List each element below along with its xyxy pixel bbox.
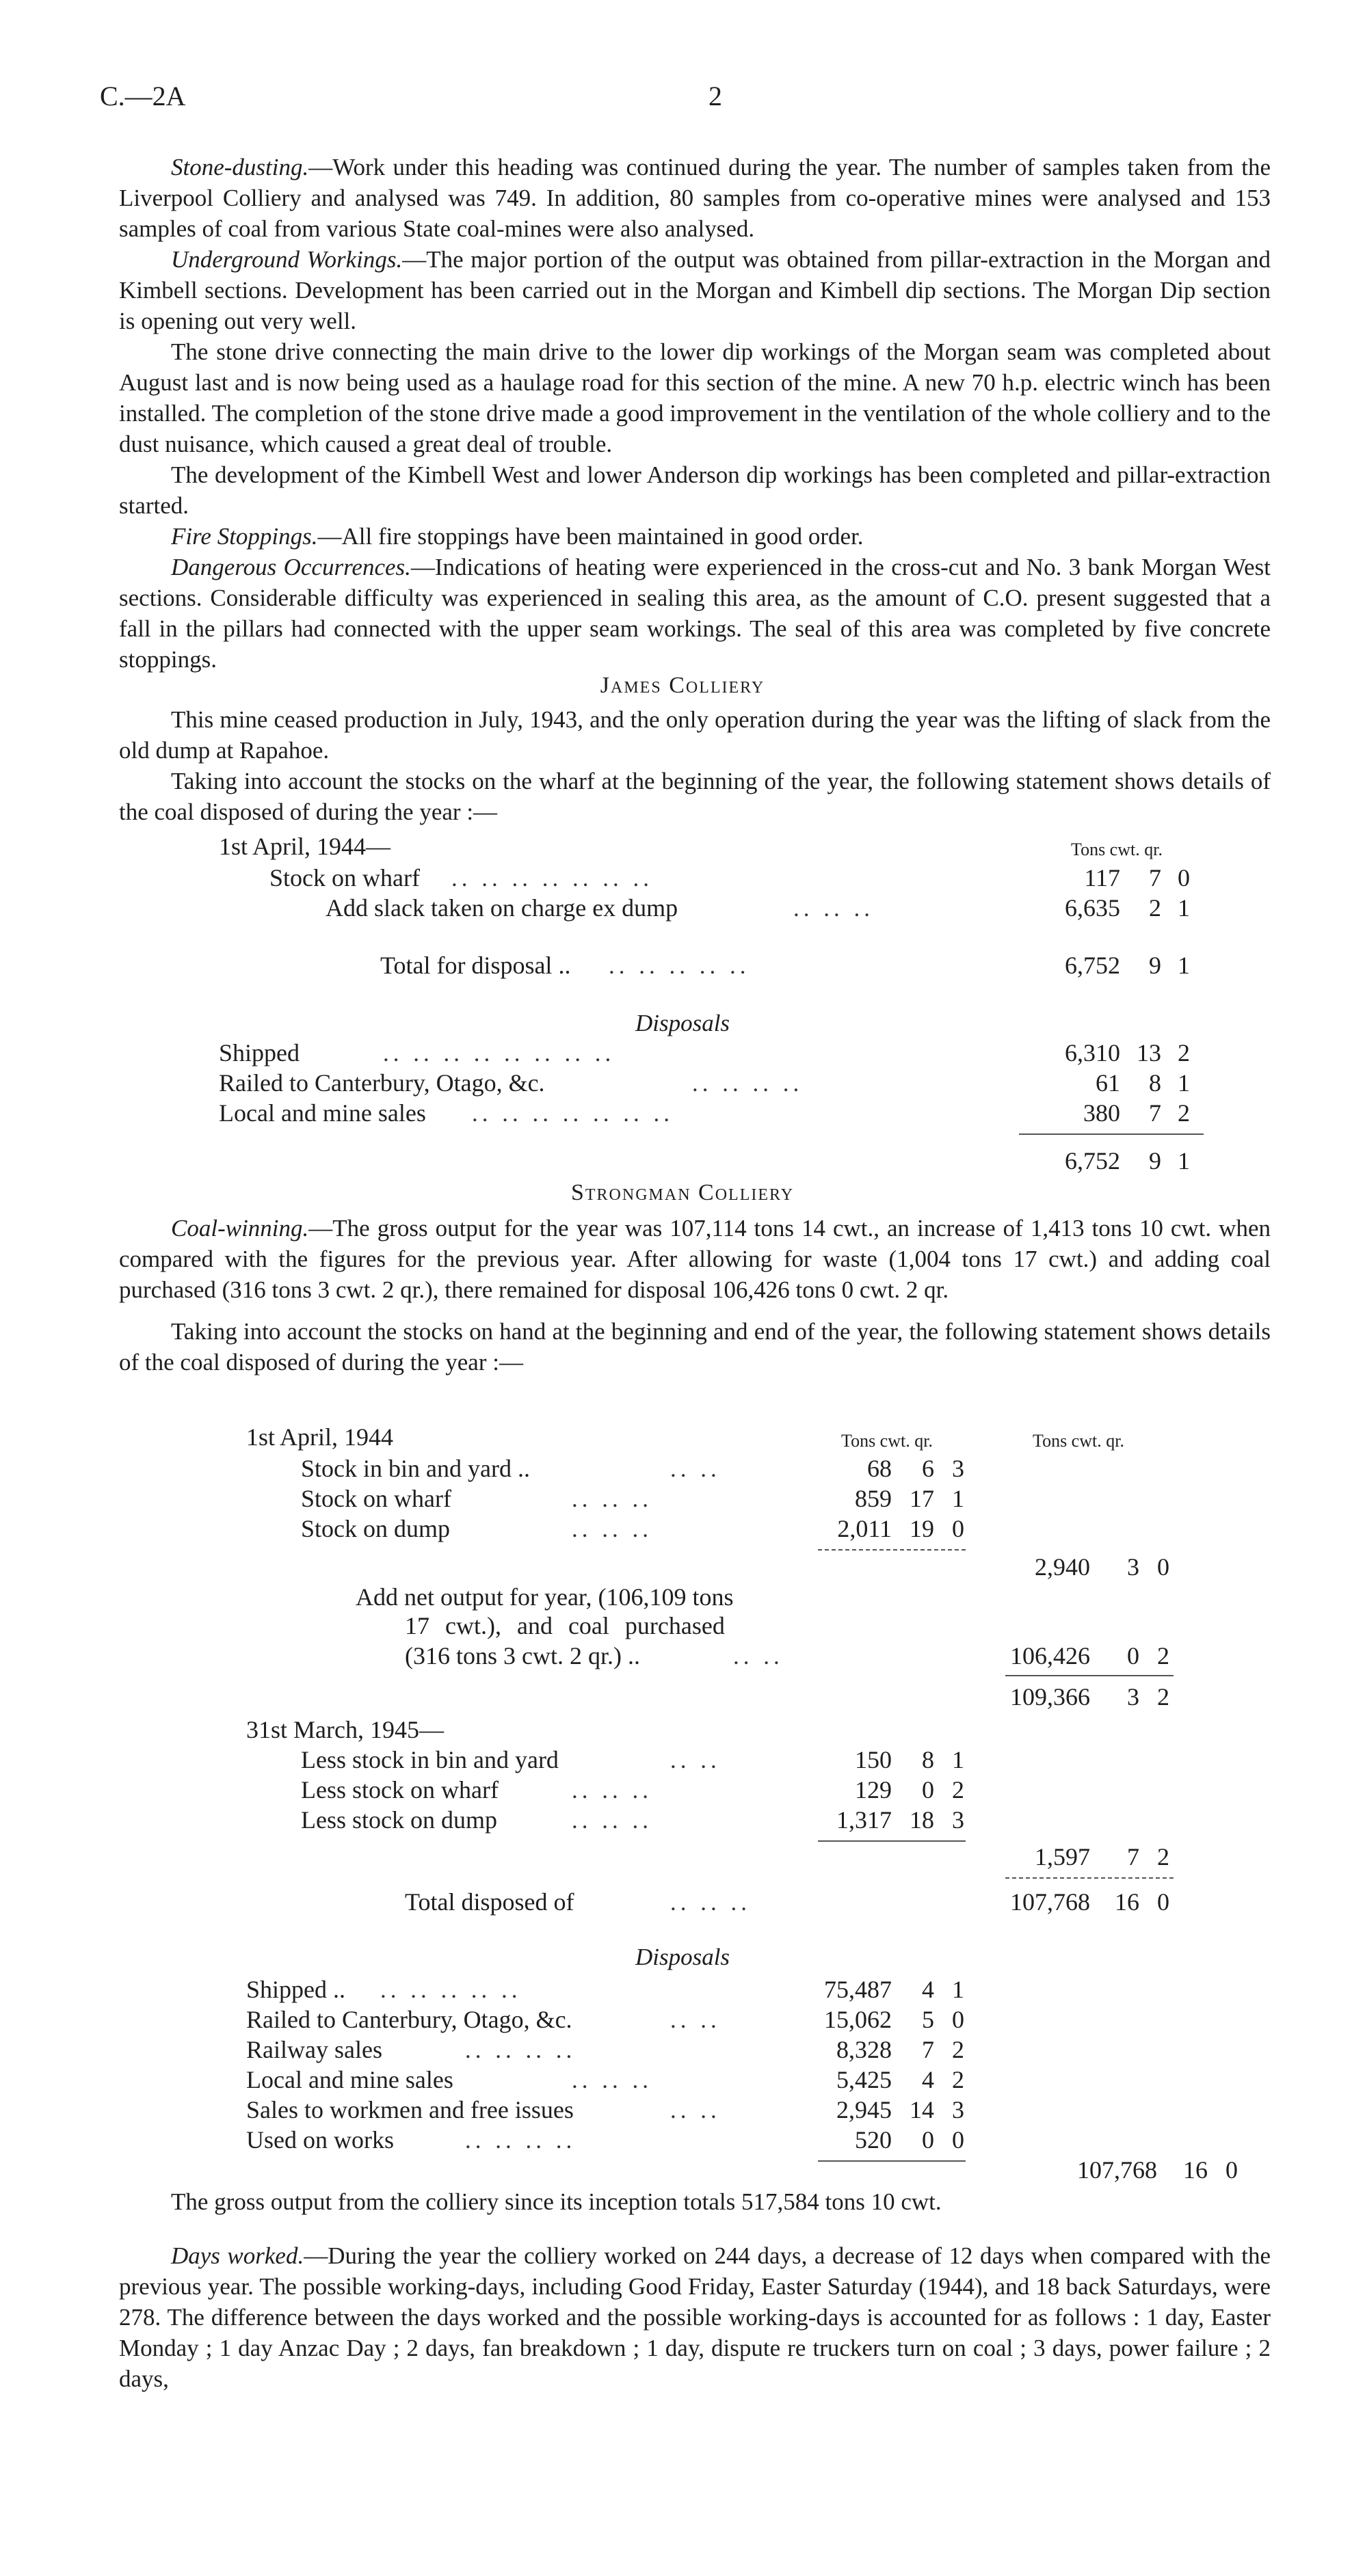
- lead-coal-winning: Coal-winning.: [171, 1215, 309, 1242]
- james-paragraphs: [119, 704, 1271, 827]
- paragraph-kimbell-west: The development of the Kimbell West and lower Anderson dip workings has been completed and pillar-extraction started.: [119, 461, 1271, 519]
- strongman-add-line-1: Add net output for year, (106,109 tons: [356, 1583, 734, 1611]
- james-stock-wharf-tons: 117: [1084, 864, 1120, 891]
- strongman-closing-total-tons: 1,597: [1035, 1843, 1090, 1870]
- strongman-opening-date: 1st April, 1944: [246, 1423, 394, 1451]
- strongman-closing-tons: 129: [855, 1776, 892, 1803]
- strongman-opening-label: Stock in bin and yard ..: [301, 1455, 530, 1482]
- page-number: 2: [708, 81, 722, 111]
- strongman-opening-rule: [818, 1549, 966, 1551]
- text-coal-winning: —The gross output for the year was 107,114 tons 14 cwt., an increase of 1,413 tons 10 cwt. when compared with the figures for the previous year. After allowing for waste (1,004 tons 17 cwt.) and adding coal purchased (316 tons 3 cwt. 2 qr.), there remained for disposal 106,426 tons 0 cwt. 2 qr.: [119, 1215, 1271, 1303]
- strongman-subtotal-tons: 109,366: [1010, 1683, 1090, 1710]
- strongman-total-cwt: 16: [1115, 1888, 1139, 1916]
- strongman-closing-qr: 2: [952, 1776, 964, 1803]
- strongman-add-value-cwt: 0: [1127, 1642, 1139, 1669]
- strongman-total-qr: 0: [1157, 1888, 1169, 1916]
- strongman-closing-rule: [818, 1840, 966, 1842]
- james-disposal-label: Local and mine sales: [219, 1099, 426, 1127]
- james-disposal-tons: 61: [1096, 1069, 1120, 1097]
- strongman-colliery-heading: Strongman Colliery: [570, 1180, 795, 1205]
- text-dangerous-occurrences: —Indications of heating were experienced in the cross-cut and No. 3 bank Morgan West sections. Considerable difficulty was experienced in sealing this area, as the amount of C.O. present suggested that a fall in the pillars had connected with the upper seam workings. The seal of this area was completed by five concrete stoppings.: [119, 554, 1271, 673]
- strongman-disposal-cwt: 7: [922, 2036, 934, 2063]
- strongman-disposals-rule: [818, 2160, 966, 2162]
- text-days-worked: —During the year the colliery worked on 244 days, a decrease of 12 days when compared with the previous year. The possible working-days, including Good Friday, Easter Saturday (1944), and 18 back Saturdays, were 278. The difference between the days worked and the possible working-days is accounted for as follows : 1 day, Easter Monday ; 1 day Anzac Day ; 2 days, fan breakdown ; 1 day, dispute re truckers turn on coal ; 3 days, power failure ; 2 days,: [119, 2242, 1271, 2392]
- strongman-disposal-label: Local and mine sales: [246, 2066, 453, 2093]
- strongman-total-rule: [1005, 1877, 1174, 1879]
- james-add-slack-qr: 1: [1178, 894, 1190, 922]
- strongman-disposal-qr: 0: [952, 2126, 964, 2154]
- strongman-paragraphs: [119, 1213, 1271, 1378]
- strongman-disposal-label: Used on works: [246, 2126, 394, 2154]
- james-stock-wharf-label: Stock on wharf: [269, 864, 420, 891]
- james-disposal-cwt: 8: [1149, 1069, 1161, 1097]
- strongman-add-value-tons: 106,426: [1010, 1642, 1090, 1669]
- strongman-opening-total-tons: 2,940: [1035, 1553, 1090, 1581]
- james-date-label: 1st April, 1944—: [219, 833, 391, 860]
- strongman-disposals-total-tons: 107,768: [1077, 2156, 1157, 2184]
- strongman-total-tons: 107,768: [1010, 1888, 1090, 1916]
- james-disposals-total-tons: 6,752: [1065, 1147, 1120, 1175]
- james-disposal-tons: 380: [1083, 1099, 1120, 1127]
- strongman-disposal-tons: 75,487: [824, 1976, 892, 2003]
- james-add-slack-cwt: 2: [1149, 894, 1161, 922]
- lead-stone-dusting: Stone-dusting.: [171, 154, 309, 180]
- strongman-opening-cwt: 6: [922, 1455, 934, 1482]
- document-page: C.—2A 2 Stone-dusting.—Work under this heading was continued during the year. The number of samples taken from the Liverpool Colliery and analysed was 749. In addition, 80 samples from co-operative mines were analysed and 153 samples of coal from various State coal-mines were also analysed. Underground Workings.—The major portion of the output was obtained from pillar-extraction in the Morgan and Kimbell sections. Development has been carried out in the Morgan and Kimbell dip sections. The Morgan Dip section is opening out very well. The stone drive connecting the main drive to the lower dip workings of the Morgan seam was completed about August last and is now being used as a haulage road for this section of the mine. A new 70 h.p. electric winch has been installed. The completion of the stone drive made a good improvement in the ventilation of the whole colliery and to the dust nuisance, which caused a great deal of trouble. The development of the Kimbell West and lower Anderson dip workings has been completed and pillar-extraction started. Fire Stoppings.—All fire stoppings have been maintained in good order. Dangerous Occurrences.—Indications of heating were experienced in the cross-cut and No. 3 bank Morgan West sections. Considerable difficulty was experienced in sealing this area, as the amount of C.O. present suggested that a fall in the pillars had connected with the upper seam workings. The seal of this area was completed by five concrete stoppings. James Colliery This mine ceased production in July, 1943, and the only operation during the year was the lifting of slack from the old dump at Rapahoe. Taking into account the stocks on the wharf at the beginning of the year, the following statement shows details of the coal disposed of during the year :— Tons cwt. qr. 1st April, 1944— Stock on wharf .. .. .. .. .. .. .. 117 7 0 Add slack taken on charge ex dump .. .. .. 6,635 2 1 Total for disposal .. .. .. .. .. .. 6,752 9 1 Disposals Shipped .. .. .. .. .. .. .. .. 6,310 13 2 Railed to Canterbury, Otago, &c. .. .. .. .. 61 8 1 Local and mine sales .. .. .. .. .. .. .. 380 7 2 6,752 9 1 Strongman Colliery Coal-winning.—The gross output for the year was 107,114 tons 14 cwt., an increase of 1,413 tons 10 cwt. when compared with the figures for the previous year. After allowing for waste (1,004 tons 17 cwt.) and adding coal purchased (316 tons 3 cwt. 2 qr.), there remained for disposal 106,426 tons 0 cwt. 2 qr. Taking into account the stocks on hand at the beginning and end of the year, the following statement shows details of the coal disposed of during the year :— Tons cwt. qr. Tons cwt. qr. 1st April, 1944 Stock in bin and yard .. .. .. 68 6 3 Stock on wharf .. .. .. 859 17 1 Stock on dump .. .. .. 2,011 19 0 2,940 3 0 Add net output for year, (106,109 tons 17 cwt.), and coal purchased (316 tons 3 cwt. 2 qr.) .. .. .. 106,426 0 2 109,366 3 2 31st March, 1945— Less stock in bin and yard .. .. 150 8 1 Less stock on wharf .. .. .. 129 0 2 Less stock on dump .. .. .. 1,317 18 3 1,597 7 2 Total disposed of .. .. .. 107,768 16 0 Disposals Shipped .. .. .. .. .. .. 75,487 4 1 Railed to Canterbury, Otago, &c. .. .. 15,062 5 0 Railway sales .. .. .. .. 8,328 7 2 Local and mine sales .. .. .. 5,425 4 2 Sales to workmen and free issues .. .. 2,945 14 3 Used on works .. .. .. .. 520 0 0 107,768 16 0 The gross output from the colliery since its inception totals 517,584 tons 10 cwt. Days worked.—During the year the colliery worked on 244 days, a decrease of 12 days when compared with the previous year. The possible working-days, including Good Friday, Easter Saturday (1944), and 18 back Saturdays, were 278. The difference between the days worked and the possible working-days is accounted for as follows : 1 day, Easter Monday ; 1 day Anzac Day ; 2 days, fan breakdown ; 1 day, dispute re truckers turn on coal ; 3 days, power failure ; 2 days,: [0, 0, 1365, 2576]
- strongman-disposal-label: Railway sales: [246, 2036, 382, 2063]
- strongman-units-a: Tons cwt. qr.: [841, 1431, 933, 1451]
- strongman-closing-label: Less stock on dump: [301, 1806, 497, 1834]
- strongman-disposal-tons: 8,328: [836, 2036, 892, 2063]
- james-disposal-cwt: 7: [1149, 1099, 1161, 1127]
- james-total-label: Total for disposal ..: [380, 952, 571, 979]
- james-paragraph-2: Taking into account the stocks on the wharf at the beginning of the year, the following statement shows details of the coal disposed of during the year :—: [119, 768, 1271, 825]
- text-fire-stoppings: —All fire stoppings have been maintained in good order.: [317, 523, 864, 550]
- strongman-closing-qr: 3: [952, 1806, 964, 1834]
- strongman-disposal-qr: 2: [952, 2066, 964, 2093]
- strongman-opening-cwt: 17: [910, 1485, 934, 1512]
- strongman-disposal-qr: 2: [952, 2036, 964, 2063]
- strongman-subtotal-rule: [1005, 1675, 1174, 1676]
- strongman-add-line-2: 17 cwt.), and coal purchased: [405, 1612, 725, 1639]
- strongman-total-label: Total disposed of: [405, 1888, 574, 1916]
- strongman-opening-qr: 1: [952, 1485, 964, 1512]
- paragraph-underground-workings: [119, 244, 1271, 336]
- strongman-opening-label: Stock on wharf: [301, 1485, 451, 1512]
- james-total-cwt: 9: [1149, 952, 1161, 979]
- strongman-disposal-cwt: 4: [922, 1976, 934, 2003]
- strongman-disposals-heading: Disposals: [635, 1944, 730, 1970]
- strongman-opening-qr: 3: [952, 1455, 964, 1482]
- james-disposal-tons: 6,310: [1065, 1039, 1120, 1066]
- strongman-disposal-label: Sales to workmen and free issues: [246, 2096, 574, 2123]
- strongman-opening-tons: 2,011: [837, 1515, 892, 1542]
- james-paragraph-1: This mine ceased production in July, 1943, and the only operation during the year was the lifting of slack from the old dump at Rapahoe.: [119, 706, 1271, 764]
- lead-fire-stoppings: Fire Stoppings.: [171, 523, 318, 550]
- strongman-closing-total-cwt: 7: [1127, 1843, 1139, 1870]
- strongman-opening-tons: 859: [855, 1485, 892, 1512]
- intro-paragraphs: [119, 152, 1271, 675]
- paragraph-stone-drive: The stone drive connecting the main drive to the lower dip workings of the Morgan seam was completed about August last and is now being used as a haulage road for this section of the mine. A new 70 h.p. electric winch has been installed. The completion of the stone drive made a good improvement in the ventilation of the whole colliery and to the dust nuisance, which caused a great deal of trouble.: [119, 338, 1271, 457]
- document-code: C.—2A: [100, 81, 186, 111]
- strongman-disposal-cwt: 4: [922, 2066, 934, 2093]
- strongman-disposal-cwt: 0: [922, 2126, 934, 2154]
- strongman-closing-cwt: 8: [922, 1746, 934, 1773]
- strongman-gross-output: The gross output from the colliery since its inception totals 517,584 tons 10 cwt.: [171, 2188, 942, 2215]
- strongman-paragraph-coal-winning: [119, 1213, 1271, 1305]
- strongman-closing-cwt: 0: [922, 1776, 934, 1803]
- strongman-disposals-total-cwt: 16: [1183, 2156, 1208, 2184]
- strongman-closing-paragraphs: [119, 2186, 1271, 2394]
- james-disposals-total-qr: 1: [1178, 1147, 1190, 1175]
- strongman-add-value-qr: 2: [1157, 1642, 1169, 1669]
- james-stock-wharf-qr: 0: [1178, 864, 1190, 891]
- paragraph-fire-stoppings: [119, 521, 1271, 552]
- strongman-subtotal-qr: 2: [1157, 1683, 1169, 1710]
- strongman-disposal-tons: 520: [855, 2126, 892, 2154]
- strongman-disposal-qr: 1: [952, 1976, 964, 2003]
- strongman-add-line-3: (316 tons 3 cwt. 2 qr.) ..: [405, 1642, 640, 1669]
- text-stone-dusting: —Work under this heading was continued during the year. The number of samples taken from the Liverpool Colliery and analysed was 749. In addition, 80 samples from co-operative mines were analysed and 153 samples of coal from various State coal-mines were also analysed.: [119, 154, 1271, 242]
- paragraph-stone-dusting: [119, 152, 1271, 244]
- strongman-closing-label: Less stock on wharf: [301, 1776, 499, 1803]
- strongman-closing-tons: 150: [855, 1746, 892, 1773]
- strongman-closing-qr: 1: [952, 1746, 964, 1773]
- lead-days-worked: Days worked.: [171, 2242, 304, 2269]
- james-disposal-cwt: 13: [1137, 1039, 1161, 1066]
- strongman-days-worked: [119, 2240, 1271, 2394]
- james-add-slack-tons: 6,635: [1065, 894, 1120, 922]
- strongman-disposal-qr: 0: [952, 2006, 964, 2033]
- james-disposals-total-cwt: 9: [1149, 1147, 1161, 1175]
- lead-dangerous-occurrences: Dangerous Occurrences.: [171, 554, 411, 580]
- strongman-units-b: Tons cwt. qr.: [1033, 1431, 1124, 1451]
- strongman-closing-label: Less stock in bin and yard: [301, 1746, 559, 1773]
- strongman-opening-label: Stock on dump: [301, 1515, 451, 1542]
- james-disposal-label: Railed to Canterbury, Otago, &c.: [219, 1069, 545, 1097]
- james-total-rule: [1019, 1133, 1204, 1135]
- strongman-opening-tons: 68: [867, 1455, 892, 1482]
- strongman-closing-total-qr: 2: [1157, 1843, 1169, 1870]
- james-stock-wharf-cwt: 7: [1149, 864, 1161, 891]
- strongman-opening-cwt: 19: [910, 1515, 934, 1542]
- paragraph-dangerous-occurrences: [119, 552, 1271, 675]
- james-disposal-qr: 1: [1178, 1069, 1190, 1097]
- james-colliery-heading: James Colliery: [600, 673, 765, 698]
- james-disposal-label: Shipped: [219, 1039, 300, 1066]
- strongman-subtotal-cwt: 3: [1127, 1683, 1139, 1710]
- lead-underground-workings: Underground Workings.: [171, 246, 403, 273]
- james-add-slack-label: Add slack taken on charge ex dump: [326, 894, 678, 922]
- strongman-opening-total-cwt: 3: [1127, 1553, 1139, 1581]
- strongman-disposal-cwt: 5: [922, 2006, 934, 2033]
- strongman-disposal-label: Shipped ..: [246, 1976, 346, 2003]
- strongman-closing-cwt: 18: [910, 1806, 934, 1834]
- strongman-disposal-tons: 2,945: [836, 2096, 892, 2123]
- strongman-disposal-cwt: 14: [910, 2096, 934, 2123]
- text-underground-workings: —The major portion of the output was obtained from pillar-extraction in the Morgan and Kimbell sections. Development has been carried out in the Morgan and Kimbell dip sections. The Morgan Dip section is opening out very well.: [119, 246, 1271, 334]
- strongman-disposals-total-qr: 0: [1225, 2156, 1238, 2184]
- strongman-disposal-label: Railed to Canterbury, Otago, &c.: [246, 2006, 572, 2033]
- strongman-closing-date: 31st March, 1945—: [246, 1716, 444, 1743]
- strongman-opening-total-qr: 0: [1157, 1553, 1169, 1581]
- strongman-disposal-tons: 5,425: [836, 2066, 892, 2093]
- james-disposal-qr: 2: [1178, 1099, 1190, 1127]
- james-total-qr: 1: [1178, 952, 1190, 979]
- strongman-opening-qr: 0: [952, 1515, 964, 1542]
- james-units-header: Tons cwt. qr.: [1071, 840, 1163, 859]
- james-disposals-heading: Disposals: [635, 1010, 730, 1036]
- strongman-disposal-qr: 3: [952, 2096, 964, 2123]
- james-disposal-qr: 2: [1178, 1039, 1190, 1066]
- strongman-disposal-tons: 15,062: [824, 2006, 892, 2033]
- strongman-paragraph-2: Taking into account the stocks on hand at the beginning and end of the year, the following statement shows details of the coal disposed of during the year :—: [119, 1318, 1271, 1376]
- strongman-closing-tons: 1,317: [836, 1806, 892, 1834]
- james-total-tons: 6,752: [1065, 952, 1120, 979]
